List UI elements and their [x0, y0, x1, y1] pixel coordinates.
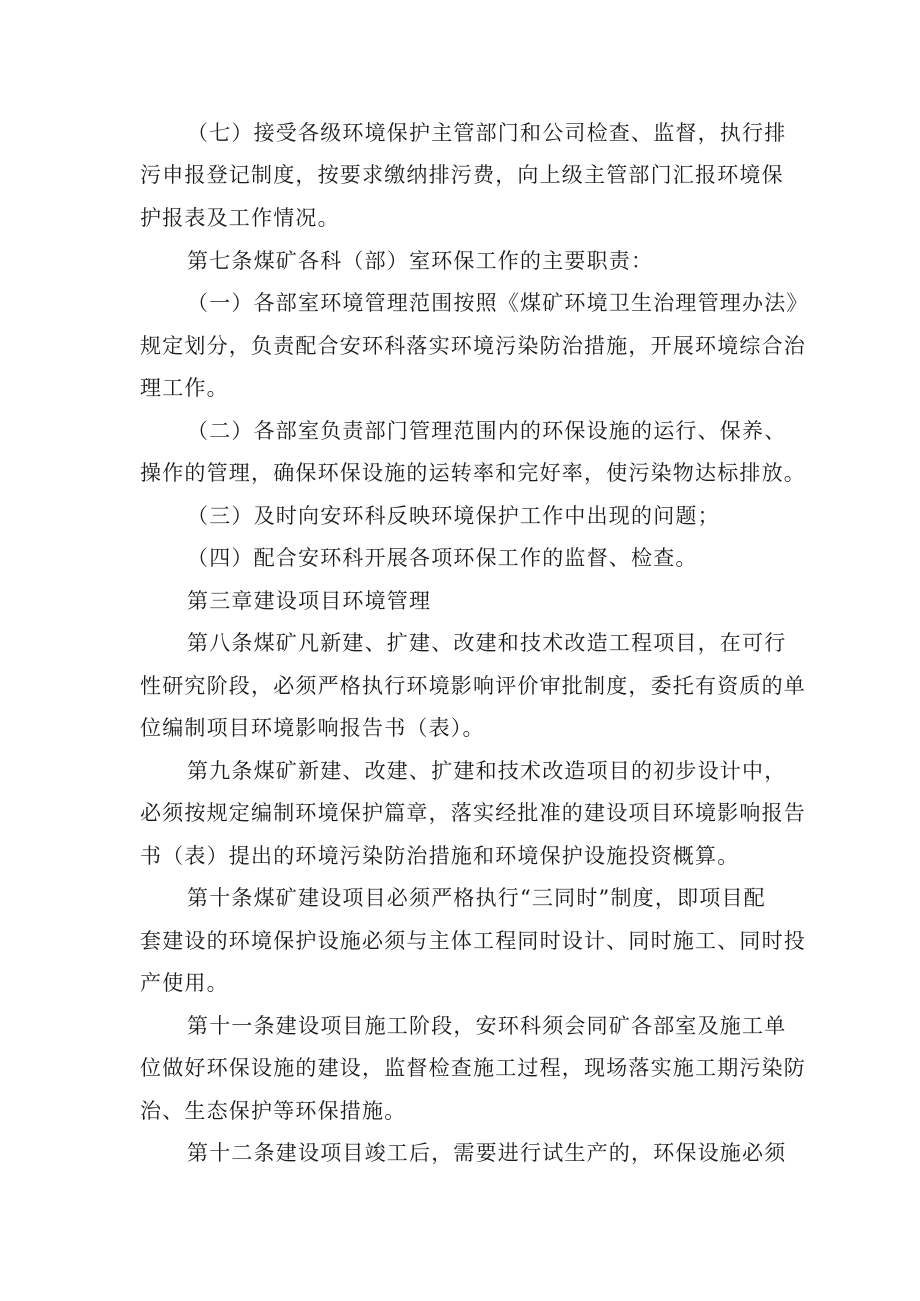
text-line: 规定划分，负责配合安环科落实环境污染防治措施，开展环境综合治 — [140, 334, 806, 358]
text-line: 护报表及工作情况。 — [140, 206, 340, 230]
section-heading: 第七条煤矿各科（部）室环保工作的主要职责： — [187, 249, 654, 273]
text-line: 第九条煤矿新建、改建、扩建和技术改造项目的初步设计中， — [187, 759, 787, 783]
text-line: 产使用。 — [140, 971, 229, 995]
text-line: 套建设的环境保护设施必须与主体工程同时设计、同时施工、同时投 — [140, 929, 806, 953]
chapter-heading: 第三章建设项目环境管理 — [187, 589, 432, 613]
text-line: 污申报登记制度，按要求缴纳排污费，向上级主管部门汇报环境保 — [140, 163, 784, 187]
text-line: 性研究阶段，必须严格执行环境影响评价审批制度，委托有资质的单 — [140, 674, 806, 698]
text-line: 第十一条建设项目施工阶段，安环科须会同矿各部室及施工单 — [187, 1014, 787, 1038]
text-line: （二）各部室负责部门管理范围内的环保设施的运行、保养、 — [187, 419, 787, 443]
text-line: 理工作。 — [140, 376, 229, 400]
text-line: 必须按规定编制环境保护篇章，落实经批准的建设项目环境影响报告 — [140, 801, 806, 825]
text-line: （一）各部室环境管理范围按照《煤矿环境卫生治理管理办法》 — [187, 291, 809, 315]
text-line: 操作的管理，确保环保设施的运转率和完好率，使污染物达标排放。 — [140, 461, 806, 485]
text-line: 位编制项目环境影响报告书（表）。 — [140, 716, 485, 740]
text-line: 第十条煤矿建设项目必须严格执行“三同时”制度，即项目配 — [187, 886, 766, 910]
text-line: 第八条煤矿凡新建、扩建、改建和技术改造工程项目，在可行 — [187, 631, 787, 655]
text-line: 位做好环保设施的建设，监督检查施工过程，现场落实施工期污染防 — [140, 1056, 806, 1080]
text-line: 书（表）提出的环境污染防治措施和环境保护设施投资概算。 — [140, 844, 740, 868]
text-line: 治、生态保护等环保措施。 — [140, 1099, 407, 1123]
text-line: 第十二条建设项目竣工后，需要进行试生产的，环保设施必须 — [187, 1141, 787, 1165]
text-line: （四）配合安环科开展各项环保工作的监督、检查。 — [187, 546, 698, 570]
text-line: （三）及时向安环科反映环境保护工作中出现的问题； — [187, 504, 720, 528]
text-line: （七）接受各级环境保护主管部门和公司检查、监督，执行排 — [187, 121, 787, 145]
